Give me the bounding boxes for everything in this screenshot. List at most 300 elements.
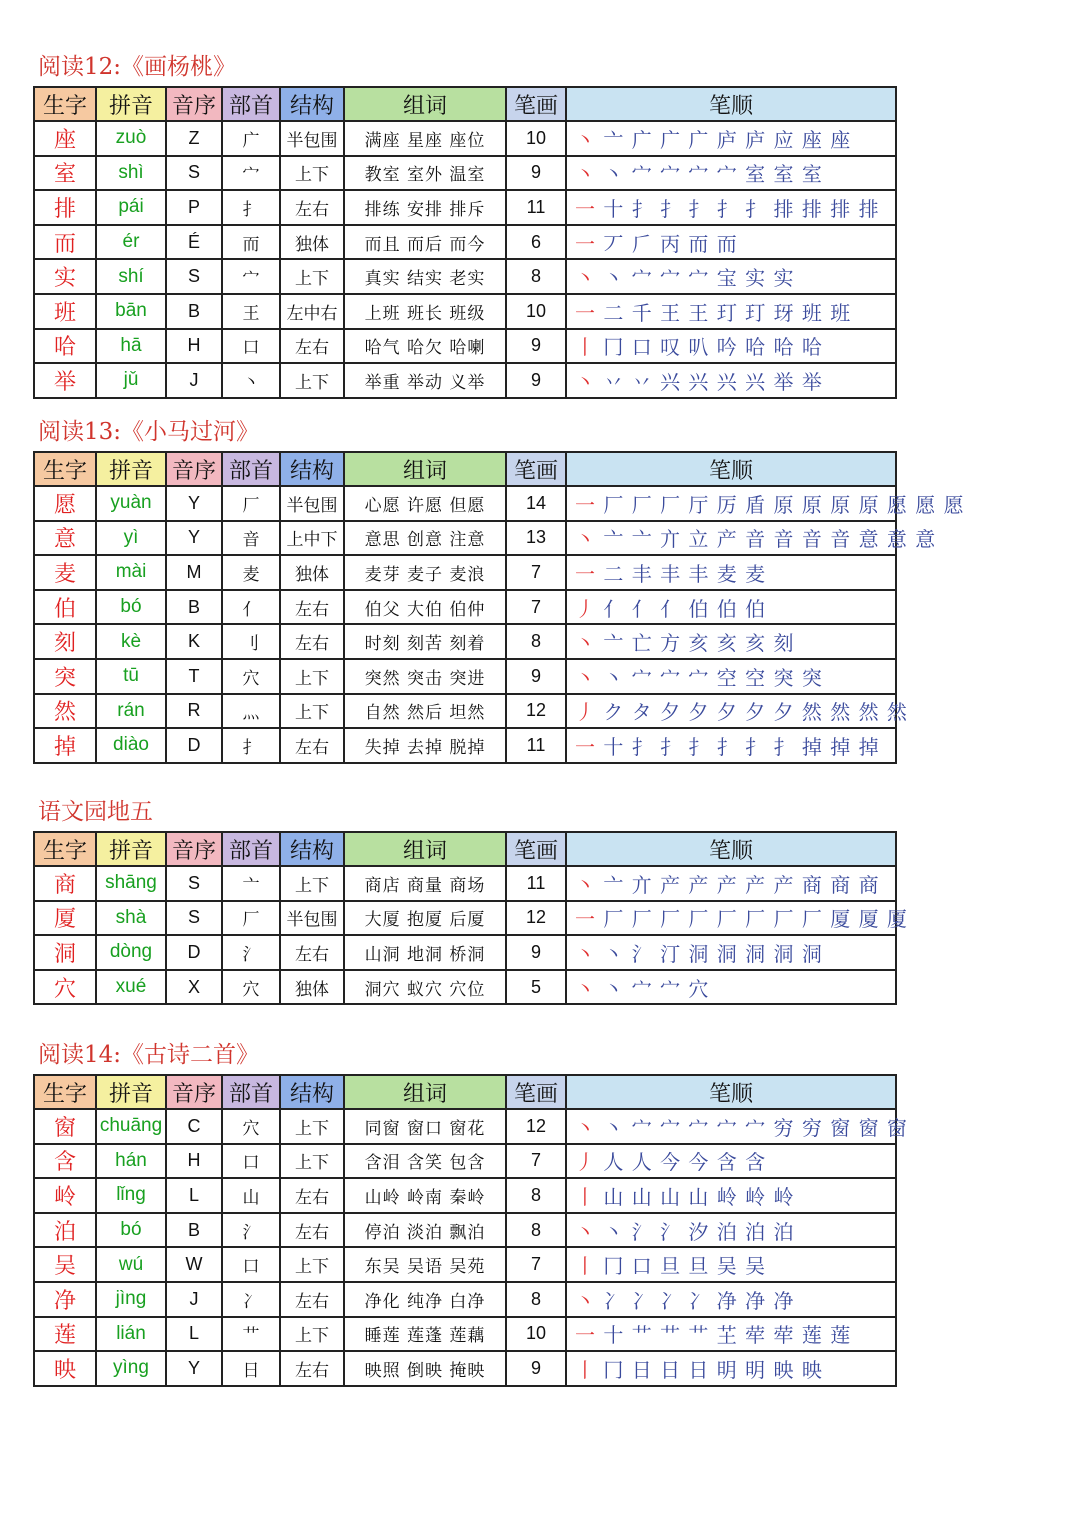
cell-structure: 左右 <box>280 624 344 659</box>
first-stroke: 丨 <box>575 335 596 360</box>
cell-stroke-order <box>566 1247 896 1282</box>
cell-stroke-count: 8 <box>506 259 566 294</box>
character-table <box>33 1074 908 1387</box>
cell-pinyin: ér <box>96 225 166 260</box>
remaining-strokes: 亠 亣 产 产 产 产 产 商 商 商 <box>596 872 880 897</box>
cell-structure: 左右 <box>280 1282 344 1317</box>
cell-words: 时刻 刻苦 刻着 <box>344 624 506 659</box>
header-stroke-count: 笔画 <box>506 452 566 486</box>
cell-structure: 半包围 <box>280 901 344 936</box>
header-structure: 结构 <box>280 452 344 486</box>
header-pinyin: 拼音 <box>96 1075 166 1109</box>
cell-words: 心愿 许愿 但愿 <box>344 486 506 521</box>
cell-order: S <box>166 866 222 901</box>
remaining-strokes: 丶 宀 宀 宀 宀 宀 穷 穷 窗 窗 窗 <box>596 1115 908 1140</box>
cell-radical: 艹 <box>222 1317 280 1352</box>
cell-stroke-order <box>566 156 896 191</box>
cell-words: 映照 倒映 掩映 <box>344 1351 506 1386</box>
header-structure: 结构 <box>280 832 344 866</box>
header-radical: 部首 <box>222 1075 280 1109</box>
cell-order: B <box>166 294 222 329</box>
cell-structure: 左右 <box>280 590 344 625</box>
table-row <box>34 1109 896 1144</box>
cell-structure: 独体 <box>280 555 344 590</box>
cell-char: 刻 <box>34 624 96 659</box>
cell-stroke-count: 11 <box>506 190 566 225</box>
cell-char: 岭 <box>34 1178 96 1213</box>
remaining-strokes: 丶 宀 宀 穴 <box>596 976 710 1001</box>
character-table <box>33 451 965 764</box>
cell-pinyin: pái <box>96 190 166 225</box>
header-words: 组词 <box>344 452 506 486</box>
cell-stroke-count: 9 <box>506 156 566 191</box>
cell-order: Y <box>166 1351 222 1386</box>
cell-order: L <box>166 1317 222 1352</box>
remaining-strokes: 亠 广 广 广 庐 庐 应 座 座 <box>596 127 852 152</box>
cell-order: M <box>166 555 222 590</box>
cell-char: 排 <box>34 190 96 225</box>
cell-stroke-order <box>566 866 896 901</box>
cell-order: T <box>166 659 222 694</box>
cell-char: 而 <box>34 225 96 260</box>
header-order: 音序 <box>166 87 222 121</box>
cell-stroke-count: 9 <box>506 1351 566 1386</box>
section-title: 阅读13:《小马过河》 <box>38 419 260 445</box>
cell-structure: 左右 <box>280 728 344 763</box>
cell-stroke-count: 9 <box>506 659 566 694</box>
cell-stroke-count: 6 <box>506 225 566 260</box>
first-stroke: 一 <box>575 196 596 221</box>
cell-stroke-order <box>566 329 896 364</box>
remaining-strokes: 十 艹 艹 艹 芏 荦 荦 莲 莲 <box>596 1323 852 1348</box>
cell-words: 商店 商量 商场 <box>344 866 506 901</box>
header-stroke-order: 笔顺 <box>566 832 896 866</box>
cell-pinyin: kè <box>96 624 166 659</box>
cell-words: 上班 班长 班级 <box>344 294 506 329</box>
cell-words: 大厦 抱厦 后厦 <box>344 901 506 936</box>
table-row <box>34 901 896 936</box>
cell-char: 莲 <box>34 1317 96 1352</box>
table-row <box>34 1351 896 1386</box>
cell-char: 意 <box>34 521 96 556</box>
cell-char: 净 <box>34 1282 96 1317</box>
table-row <box>34 1178 896 1213</box>
table-row <box>34 970 896 1005</box>
remaining-strokes: 丶 氵 氵 汐 泊 泊 泊 <box>596 1219 795 1244</box>
header-stroke-count: 笔画 <box>506 832 566 866</box>
cell-stroke-count: 10 <box>506 1317 566 1352</box>
cell-radical: 口 <box>222 329 280 364</box>
cell-stroke-count: 8 <box>506 1213 566 1248</box>
cell-words: 而且 而后 而今 <box>344 225 506 260</box>
cell-order: X <box>166 970 222 1005</box>
table-row <box>34 1247 896 1282</box>
cell-words: 自然 然后 坦然 <box>344 694 506 729</box>
cell-words: 失掉 去掉 脱掉 <box>344 728 506 763</box>
cell-words: 净化 纯净 白净 <box>344 1282 506 1317</box>
remaining-strokes: 厂 厂 厂 厂 厂 厂 厂 厂 厦 厦 厦 <box>596 907 908 932</box>
cell-stroke-order <box>566 590 896 625</box>
table-row <box>34 694 896 729</box>
cell-char: 哈 <box>34 329 96 364</box>
header-structure: 结构 <box>280 1075 344 1109</box>
cell-order: É <box>166 225 222 260</box>
cell-stroke-order <box>566 970 896 1005</box>
cell-stroke-order <box>566 259 896 294</box>
cell-char: 窗 <box>34 1109 96 1144</box>
table-row <box>34 659 896 694</box>
cell-stroke-order <box>566 121 896 156</box>
cell-pinyin: shì <box>96 156 166 191</box>
remaining-strokes: 二 千 王 王 玎 玎 玡 班 班 <box>596 300 852 325</box>
remaining-strokes: 冂 日 日 日 明 明 映 映 <box>596 1357 823 1382</box>
cell-structure: 上下 <box>280 694 344 729</box>
cell-pinyin: shí <box>96 259 166 294</box>
cell-stroke-order <box>566 1317 896 1352</box>
cell-structure: 上下 <box>280 156 344 191</box>
header-stroke-order: 笔顺 <box>566 87 896 121</box>
cell-radical: 厂 <box>222 486 280 521</box>
remaining-strokes: 山 山 山 山 岭 岭 岭 <box>596 1184 795 1209</box>
table-row <box>34 521 896 556</box>
cell-stroke-count: 5 <box>506 970 566 1005</box>
first-stroke: 一 <box>575 734 596 759</box>
cell-radical: 宀 <box>222 259 280 294</box>
header-structure: 结构 <box>280 87 344 121</box>
cell-stroke-count: 7 <box>506 555 566 590</box>
first-stroke: 丶 <box>575 872 596 897</box>
cell-pinyin: wú <box>96 1247 166 1282</box>
cell-order: S <box>166 901 222 936</box>
cell-structure: 上下 <box>280 659 344 694</box>
remaining-strokes: 丆 𠂆 丙 而 而 <box>596 231 738 256</box>
cell-radical: 穴 <box>222 659 280 694</box>
cell-char: 然 <box>34 694 96 729</box>
cell-radical: 山 <box>222 1178 280 1213</box>
first-stroke: 丶 <box>575 369 596 394</box>
cell-pinyin: zuò <box>96 121 166 156</box>
cell-words: 停泊 淡泊 飘泊 <box>344 1213 506 1248</box>
table-row <box>34 728 896 763</box>
cell-radical: 扌 <box>222 190 280 225</box>
first-stroke: 丶 <box>575 665 596 690</box>
header-row <box>34 832 896 866</box>
first-stroke: 丿 <box>575 700 596 725</box>
cell-radical: 王 <box>222 294 280 329</box>
remaining-strokes: 人 人 今 今 含 含 <box>596 1150 767 1175</box>
cell-radical: 宀 <box>222 156 280 191</box>
header-row <box>34 87 896 121</box>
cell-stroke-order <box>566 225 896 260</box>
cell-stroke-order <box>566 1282 896 1317</box>
cell-structure: 上下 <box>280 1317 344 1352</box>
character-table <box>33 831 908 1005</box>
cell-order: K <box>166 624 222 659</box>
cell-stroke-count: 8 <box>506 624 566 659</box>
cell-stroke-count: 12 <box>506 694 566 729</box>
first-stroke: 丶 <box>575 527 596 552</box>
cell-stroke-order <box>566 555 896 590</box>
cell-stroke-count: 7 <box>506 590 566 625</box>
remaining-strokes: 十 扌 扌 扌 扌 扌 扌 掉 掉 掉 <box>596 734 880 759</box>
cell-stroke-order <box>566 1109 908 1144</box>
remaining-strokes: 亠 亡 方 亥 亥 亥 刻 <box>596 631 795 656</box>
cell-pinyin: jìng <box>96 1282 166 1317</box>
header-stroke-count: 笔画 <box>506 87 566 121</box>
cell-stroke-order <box>566 901 908 936</box>
header-char: 生字 <box>34 87 96 121</box>
cell-stroke-count: 10 <box>506 294 566 329</box>
cell-stroke-order <box>566 521 937 556</box>
cell-words: 洞穴 蚁穴 穴位 <box>344 970 506 1005</box>
cell-radical: 口 <box>222 1144 280 1179</box>
cell-structure: 上下 <box>280 866 344 901</box>
cell-stroke-order <box>566 1351 896 1386</box>
table-row <box>34 156 896 191</box>
cell-radical: 口 <box>222 1247 280 1282</box>
cell-radical: 音 <box>222 521 280 556</box>
first-stroke: 丶 <box>575 941 596 966</box>
cell-char: 伯 <box>34 590 96 625</box>
cell-pinyin: rán <box>96 694 166 729</box>
cell-structure: 上下 <box>280 1109 344 1144</box>
cell-pinyin: bó <box>96 590 166 625</box>
cell-structure: 半包围 <box>280 121 344 156</box>
cell-structure: 独体 <box>280 225 344 260</box>
cell-structure: 上下 <box>280 363 344 398</box>
cell-stroke-count: 14 <box>506 486 566 521</box>
cell-char: 吴 <box>34 1247 96 1282</box>
first-stroke: 丨 <box>575 1184 596 1209</box>
cell-pinyin: shāng <box>96 866 166 901</box>
table-row <box>34 624 896 659</box>
cell-pinyin: jǔ <box>96 363 166 398</box>
cell-char: 举 <box>34 363 96 398</box>
remaining-strokes: 丶 宀 宀 宀 空 空 突 突 <box>596 665 823 690</box>
cell-order: H <box>166 329 222 364</box>
cell-radical: 亠 <box>222 866 280 901</box>
cell-order: H <box>166 1144 222 1179</box>
cell-radical: 丶 <box>222 363 280 398</box>
table-row <box>34 1213 896 1248</box>
first-stroke: 一 <box>575 907 596 932</box>
first-stroke: 丶 <box>575 631 596 656</box>
remaining-strokes: 丷 丷 兴 兴 兴 兴 举 举 <box>596 369 823 394</box>
cell-radical: 厂 <box>222 901 280 936</box>
character-table <box>33 86 897 399</box>
cell-structure: 上下 <box>280 259 344 294</box>
cell-pinyin: lǐng <box>96 1178 166 1213</box>
header-stroke-order: 笔顺 <box>566 1075 896 1109</box>
cell-pinyin: shà <box>96 901 166 936</box>
header-radical: 部首 <box>222 452 280 486</box>
remaining-strokes: 丶 宀 宀 宀 宀 室 室 室 <box>596 162 823 187</box>
cell-pinyin: tū <box>96 659 166 694</box>
cell-radical: 广 <box>222 121 280 156</box>
cell-order: B <box>166 590 222 625</box>
section-title: 阅读14:《古诗二首》 <box>38 1042 260 1068</box>
header-order: 音序 <box>166 1075 222 1109</box>
cell-words: 山洞 地洞 桥洞 <box>344 935 506 970</box>
table-row <box>34 121 896 156</box>
cell-stroke-order <box>566 935 896 970</box>
header-char: 生字 <box>34 832 96 866</box>
cell-radical: 而 <box>222 225 280 260</box>
header-row <box>34 452 896 486</box>
cell-structure: 半包围 <box>280 486 344 521</box>
cell-stroke-count: 11 <box>506 866 566 901</box>
header-radical: 部首 <box>222 832 280 866</box>
first-stroke: 一 <box>575 300 596 325</box>
cell-stroke-count: 10 <box>506 121 566 156</box>
cell-pinyin: yì <box>96 521 166 556</box>
cell-radical: 日 <box>222 1351 280 1386</box>
cell-stroke-order <box>566 624 896 659</box>
cell-char: 含 <box>34 1144 96 1179</box>
cell-words: 哈气 哈欠 哈喇 <box>344 329 506 364</box>
header-pinyin: 拼音 <box>96 452 166 486</box>
cell-structure: 上下 <box>280 1144 344 1179</box>
cell-stroke-order <box>566 1178 896 1213</box>
table-row <box>34 866 896 901</box>
table-row <box>34 225 896 260</box>
table-row <box>34 294 896 329</box>
table-row <box>34 1282 896 1317</box>
first-stroke: 丿 <box>575 596 596 621</box>
cell-words: 东吴 吴语 吴苑 <box>344 1247 506 1282</box>
cell-char: 班 <box>34 294 96 329</box>
cell-words: 真实 结实 老实 <box>344 259 506 294</box>
remaining-strokes: 厂 厂 厂 厅 厉 盾 原 原 原 原 愿 愿 愿 <box>596 492 965 517</box>
cell-stroke-count: 12 <box>506 1109 566 1144</box>
remaining-strokes: 丶 氵 汀 洞 洞 洞 洞 洞 <box>596 941 823 966</box>
cell-stroke-order <box>566 363 896 398</box>
cell-order: S <box>166 156 222 191</box>
cell-order: D <box>166 728 222 763</box>
cell-stroke-order <box>566 694 908 729</box>
cell-char: 室 <box>34 156 96 191</box>
cell-words: 麦芽 麦子 麦浪 <box>344 555 506 590</box>
cell-stroke-count: 8 <box>506 1178 566 1213</box>
cell-char: 洞 <box>34 935 96 970</box>
cell-char: 座 <box>34 121 96 156</box>
cell-order: L <box>166 1178 222 1213</box>
table-row <box>34 259 896 294</box>
cell-pinyin: yìng <box>96 1351 166 1386</box>
cell-structure: 左右 <box>280 935 344 970</box>
cell-words: 伯父 大伯 伯仲 <box>344 590 506 625</box>
header-stroke-order: 笔顺 <box>566 452 896 486</box>
cell-stroke-count: 12 <box>506 901 566 936</box>
table-row <box>34 190 896 225</box>
table-row <box>34 935 896 970</box>
cell-words: 山岭 岭南 秦岭 <box>344 1178 506 1213</box>
header-words: 组词 <box>344 832 506 866</box>
header-pinyin: 拼音 <box>96 832 166 866</box>
cell-radical: 扌 <box>222 728 280 763</box>
first-stroke: 一 <box>575 561 596 586</box>
cell-radical: 氵 <box>222 1213 280 1248</box>
cell-pinyin: diào <box>96 728 166 763</box>
cell-stroke-count: 11 <box>506 728 566 763</box>
cell-stroke-order <box>566 1213 896 1248</box>
cell-words: 排练 安排 排斥 <box>344 190 506 225</box>
cell-char: 实 <box>34 259 96 294</box>
cell-radical: 亻 <box>222 590 280 625</box>
cell-pinyin: dòng <box>96 935 166 970</box>
table-row <box>34 486 896 521</box>
cell-pinyin: chuāng <box>96 1109 166 1144</box>
cell-order: J <box>166 363 222 398</box>
cell-order: C <box>166 1109 222 1144</box>
cell-radical: 穴 <box>222 1109 280 1144</box>
cell-order: W <box>166 1247 222 1282</box>
header-words: 组词 <box>344 1075 506 1109</box>
first-stroke: 丨 <box>575 1254 596 1279</box>
first-stroke: 丨 <box>575 1357 596 1382</box>
cell-stroke-order <box>566 728 896 763</box>
cell-pinyin: hā <box>96 329 166 364</box>
cell-stroke-count: 8 <box>506 1282 566 1317</box>
first-stroke: 丿 <box>575 1150 596 1175</box>
cell-words: 同窗 窗口 窗花 <box>344 1109 506 1144</box>
cell-pinyin: bó <box>96 1213 166 1248</box>
first-stroke: 一 <box>575 492 596 517</box>
cell-pinyin: bān <box>96 294 166 329</box>
remaining-strokes: 亠 亠 亣 立 产 音 音 音 音 意 意 意 <box>596 527 937 552</box>
cell-stroke-count: 9 <box>506 935 566 970</box>
first-stroke: 一 <box>575 231 596 256</box>
remaining-strokes: 冂 口 旦 旦 吴 吴 <box>596 1254 767 1279</box>
cell-order: D <box>166 935 222 970</box>
first-stroke: 丶 <box>575 1288 596 1313</box>
header-order: 音序 <box>166 832 222 866</box>
cell-stroke-order <box>566 659 896 694</box>
cell-stroke-order <box>566 190 896 225</box>
header-char: 生字 <box>34 452 96 486</box>
table-row <box>34 1317 896 1352</box>
header-char: 生字 <box>34 1075 96 1109</box>
table-row <box>34 1144 896 1179</box>
cell-order: Y <box>166 521 222 556</box>
cell-structure: 左右 <box>280 1178 344 1213</box>
cell-radical: 冫 <box>222 1282 280 1317</box>
cell-words: 突然 突击 突进 <box>344 659 506 694</box>
table-row <box>34 363 896 398</box>
first-stroke: 一 <box>575 1323 596 1348</box>
cell-radical: 穴 <box>222 970 280 1005</box>
cell-structure: 上下 <box>280 1247 344 1282</box>
cell-order: Y <box>166 486 222 521</box>
cell-char: 穴 <box>34 970 96 1005</box>
header-pinyin: 拼音 <box>96 87 166 121</box>
cell-structure: 独体 <box>280 970 344 1005</box>
cell-pinyin: mài <box>96 555 166 590</box>
cell-radical: 麦 <box>222 555 280 590</box>
table-row <box>34 329 896 364</box>
section-title: 语文园地五 <box>38 799 153 825</box>
cell-char: 麦 <box>34 555 96 590</box>
header-words: 组词 <box>344 87 506 121</box>
cell-stroke-order <box>566 1144 896 1179</box>
cell-structure: 左中右 <box>280 294 344 329</box>
first-stroke: 丶 <box>575 1219 596 1244</box>
cell-order: R <box>166 694 222 729</box>
cell-radical: 灬 <box>222 694 280 729</box>
cell-order: B <box>166 1213 222 1248</box>
remaining-strokes: 亻 亻 亻 伯 伯 伯 <box>596 596 767 621</box>
cell-char: 愿 <box>34 486 96 521</box>
